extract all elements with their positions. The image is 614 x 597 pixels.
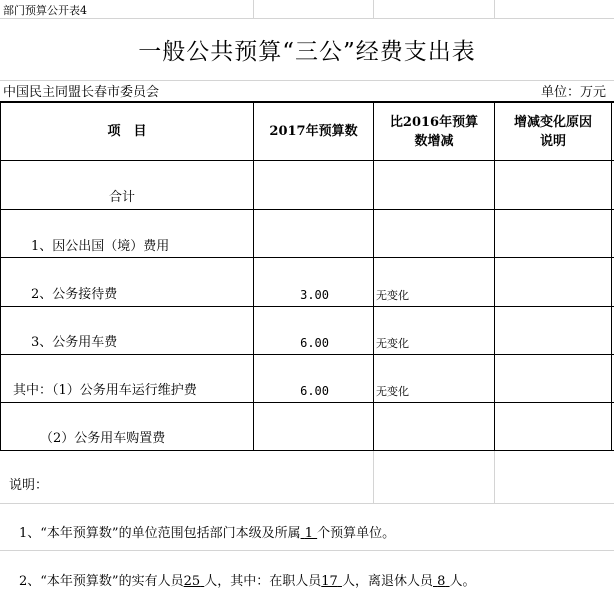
- header-budget-2017: 2017年预算数: [269, 124, 358, 139]
- row-vehicles-value: 6.00: [300, 336, 329, 350]
- note-1: [19, 525, 395, 543]
- notes-heading: 说明：: [9, 478, 49, 493]
- table-border: [611, 101, 612, 451]
- row-vehicle-maintenance-change: 无变化: [376, 385, 409, 398]
- row-reception-label: 2、公务接待费: [31, 287, 118, 302]
- note-2-text-end: 人。: [449, 574, 476, 589]
- note-2-total: [184, 574, 205, 589]
- note-2-total-value: 25: [183, 574, 201, 589]
- sheet-label: 部门预算公开表4: [3, 4, 87, 17]
- table-border: [0, 160, 614, 161]
- note-1-text-end: 个预算单位。: [317, 526, 396, 541]
- row-vehicle-maintenance-value: 6.00: [300, 384, 329, 398]
- note-2-text: 2、“本年预算数”的实有人员: [19, 574, 184, 589]
- header-reason-line1: 增减变化原因: [513, 114, 592, 130]
- note-2-active: [321, 574, 342, 589]
- table-border: [0, 354, 614, 355]
- header-change: [374, 103, 494, 160]
- note-2-active-value: 17: [321, 574, 338, 589]
- row-reception-value: 3.00: [300, 288, 329, 302]
- note-1-count-value: 1: [304, 526, 313, 541]
- gridline: [373, 0, 374, 18]
- gridline: [0, 503, 614, 504]
- gridline: [0, 80, 614, 81]
- row-travel-abroad-label: 1、因公出国（境）费用: [31, 239, 170, 254]
- header-change-line1: 比2016年预算: [389, 114, 479, 130]
- table-border: [0, 209, 614, 210]
- table-border: [0, 402, 614, 403]
- row-vehicles-label: 3、公务用车费: [31, 335, 118, 350]
- gridline: [494, 0, 495, 18]
- row-reception-change: 无变化: [376, 289, 409, 302]
- note-2-text-mid2: 人，离退休人员: [341, 574, 433, 589]
- unit-label: 单位：万元: [540, 85, 606, 100]
- note-2-text-mid1: 人，其中：在职人员: [204, 574, 322, 589]
- table-border: [0, 257, 614, 258]
- gridline: [0, 18, 614, 19]
- row-vehicle-purchase-label: （2）公务用车购置费: [40, 431, 166, 446]
- organization-name: 中国民主同盟长春市委员会: [3, 85, 160, 100]
- row-vehicles-change: 无变化: [376, 337, 409, 350]
- row-total-label: 合计: [109, 190, 136, 205]
- note-1-text: 1、“本年预算数”的单位范围包括部门本级及所属: [19, 526, 301, 541]
- header-change-line2: 数增减: [414, 133, 454, 149]
- header-reason: [495, 103, 611, 160]
- table-border: [0, 306, 614, 307]
- header-item: 项 目: [107, 124, 147, 139]
- page-title: 一般公共预算“三公”经费支出表: [138, 39, 476, 65]
- gridline: [494, 451, 495, 503]
- note-1-count: [301, 526, 318, 541]
- note-2: [19, 573, 476, 591]
- header-reason-line2: 说明: [539, 133, 566, 149]
- note-2-retired: [433, 574, 450, 589]
- row-vehicle-maintenance-label: 其中：（1）公务用车运行维护费: [13, 383, 197, 398]
- gridline: [0, 550, 614, 551]
- gridline: [253, 0, 254, 18]
- gridline: [373, 451, 374, 503]
- table-border: [0, 450, 614, 451]
- note-2-retired-value: 8: [437, 574, 446, 589]
